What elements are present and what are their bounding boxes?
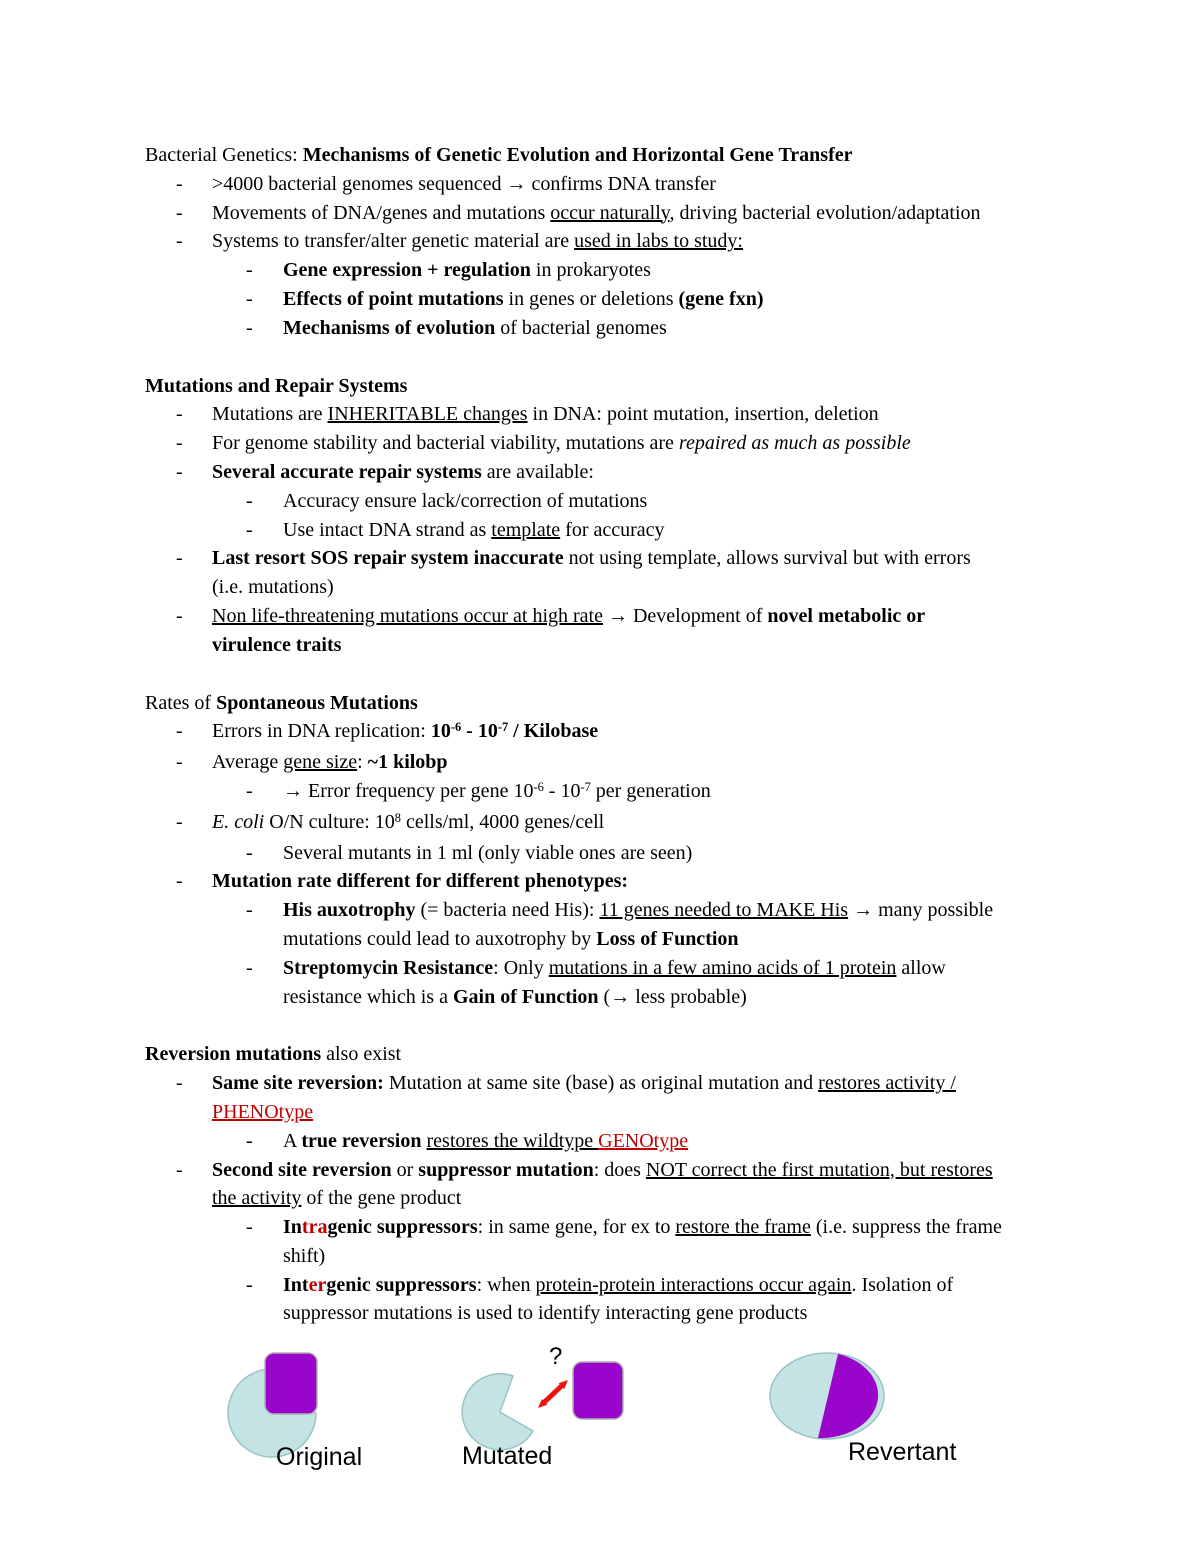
list-item [145, 1069, 1100, 1127]
line-text: A true reversion restores the wildtype GENOtype [283, 1129, 689, 1152]
figure-original [222, 1348, 392, 1488]
list-item [145, 458, 1100, 487]
list-item [145, 1271, 1100, 1329]
line-text: Systems to transfer/alter genetic material are used in labs to study: [212, 230, 743, 253]
line-text: Gene expression + regulation in prokaryotes [283, 259, 651, 282]
line-text: Mechanisms of evolution of bacterial genomes [283, 316, 667, 339]
line-text: Streptomycin Resistance: Only mutations in a few amino acids of 1 protein allow resistance which is a Gain of Function (→ less probable) [283, 956, 946, 1008]
line-text: Mutation rate different for different phenotypes: [212, 870, 629, 893]
list-item [145, 867, 1100, 896]
line-text: >4000 bacterial genomes sequenced → confirms DNA transfer [212, 172, 716, 195]
line-text: Last resort SOS repair system inaccurate not using template, allows survival but with errors (i.e. mutations) [212, 547, 971, 599]
figures-row [0, 1340, 1200, 1535]
list-item [145, 1213, 1100, 1271]
bullet-dash: - [176, 1072, 183, 1095]
revertant-label: Revertant [848, 1438, 957, 1466]
list-item [145, 256, 1100, 285]
mutated-diagram [450, 1342, 650, 1457]
bullet-dash: - [176, 403, 183, 426]
bullet-dash: - [246, 779, 253, 802]
line-text: Non life-threatening mutations occur at high rate → Development of novel metabolic or virulence traits [212, 604, 926, 656]
original-label: Original [276, 1443, 363, 1471]
list-item [145, 429, 1100, 458]
bullet-dash: - [176, 432, 183, 455]
line-text: Accuracy ensure lack/correction of mutations [283, 489, 648, 512]
line-text: Second site reversion or suppressor mutation: does NOT correct the first mutation, but restores the activity of the gene product [212, 1158, 993, 1210]
list-item [145, 896, 1100, 954]
line-text: Intragenic suppressors: in same gene, for ex to restore the frame (i.e. suppress the frame shift) [283, 1216, 1002, 1267]
bullet-dash: - [246, 956, 253, 979]
bullet-dash: - [176, 201, 183, 224]
line-text: Reversion mutations also exist [145, 1043, 402, 1066]
bullet-dash: - [246, 518, 253, 541]
line-text: Intergenic suppressors: when protein-protein interactions occur again. Isolation of suppressor mutations is used to identify interacting gene products [283, 1273, 954, 1325]
heading [145, 141, 1100, 170]
list-item [145, 777, 1100, 808]
list-item [145, 487, 1100, 516]
heading [145, 372, 1100, 401]
line-text: Mutations are INHERITABLE changes in DNA: point mutation, insertion, deletion [212, 403, 879, 426]
bullet-dash: - [176, 604, 183, 627]
mutated-pacman-shape [462, 1374, 533, 1450]
document-content [145, 141, 1100, 1328]
line-text: Same site reversion: Mutation at same site (base) as original mutation and restores activity / PHENOtype [212, 1072, 956, 1123]
list-item [145, 314, 1100, 343]
line-text: Mutations and Repair Systems [145, 374, 408, 397]
bullet-dash: - [246, 1273, 253, 1296]
line-text: Movements of DNA/genes and mutations occur naturally, driving bacterial evolution/adaptation [212, 201, 981, 224]
bullet-dash: - [246, 287, 253, 310]
line-text: His auxotrophy (= bacteria need His): 11 genes needed to MAKE His → many possible mutations could lead to auxotrophy by Loss of Function [283, 899, 994, 950]
bullet-dash: - [246, 316, 253, 339]
question-mark: ? [549, 1343, 563, 1370]
line-text: Rates of Spontaneous Mutations [145, 691, 418, 714]
figure-revertant [765, 1340, 975, 1480]
bullet-dash: - [246, 1129, 253, 1152]
list-item [145, 1156, 1100, 1214]
bullet-dash: - [176, 547, 183, 570]
list-item [145, 748, 1100, 777]
line-text: → Error frequency per gene $10^{-6} - 10^{-7}$ per generation [283, 779, 711, 802]
bullet-dash: - [176, 870, 183, 893]
bullet-dash: - [176, 720, 183, 743]
bullet-dash: - [246, 1216, 253, 1239]
spacer [145, 343, 1100, 372]
spacer [145, 1011, 1100, 1040]
bullet-dash: - [176, 810, 183, 833]
bullet-dash: - [176, 751, 183, 774]
heading [145, 1040, 1100, 1069]
list-item [145, 717, 1100, 748]
double-arrow-icon [538, 1380, 568, 1408]
figure-mutated [450, 1342, 660, 1482]
revertant-diagram [765, 1340, 965, 1450]
list-item [145, 199, 1100, 228]
gene-product-square [573, 1362, 623, 1419]
bullet-dash: - [246, 489, 253, 512]
line-text: E. coli O/N culture: $10^8$ cells/ml, 4000 genes/cell [212, 810, 605, 833]
list-item [145, 839, 1100, 868]
bullet-dash: - [176, 230, 183, 253]
bullet-dash: - [246, 259, 253, 282]
gene-product-square [265, 1353, 317, 1414]
bullet-dash: - [176, 1158, 183, 1181]
list-item [145, 808, 1100, 839]
list-item [145, 516, 1100, 545]
line-text: Several accurate repair systems are available: [212, 460, 594, 483]
line-text: For genome stability and bacterial viability, mutations are repaired as much as possible [212, 432, 911, 455]
list-item [145, 544, 1100, 602]
bullet-dash: - [176, 460, 183, 483]
line-text: Average gene size: ~1 kilobp [212, 751, 448, 774]
list-item [145, 285, 1100, 314]
mutated-label: Mutated [462, 1442, 553, 1470]
list-item [145, 400, 1100, 429]
list-item [145, 954, 1100, 1012]
list-item [145, 602, 1100, 660]
line-text: Effects of point mutations in genes or deletions (gene fxn) [283, 287, 764, 310]
line-text: Errors in DNA replication: $10^{-6} - 10^{-7}$ / Kilobase [212, 720, 599, 743]
heading [145, 689, 1100, 718]
bullet-dash: - [176, 172, 183, 195]
list-item [145, 227, 1100, 256]
list-item [145, 1127, 1100, 1156]
list-item [145, 170, 1100, 199]
bullet-dash: - [246, 841, 253, 864]
line-text: Use intact DNA strand as template for accuracy [283, 518, 665, 541]
line-text: Several mutants in 1 ml (only viable ones are seen) [283, 841, 693, 864]
line-text: Bacterial Genetics: Mechanisms of Genetic Evolution and Horizontal Gene Transfer [145, 144, 853, 166]
spacer [145, 660, 1100, 689]
bullet-dash: - [246, 899, 253, 922]
